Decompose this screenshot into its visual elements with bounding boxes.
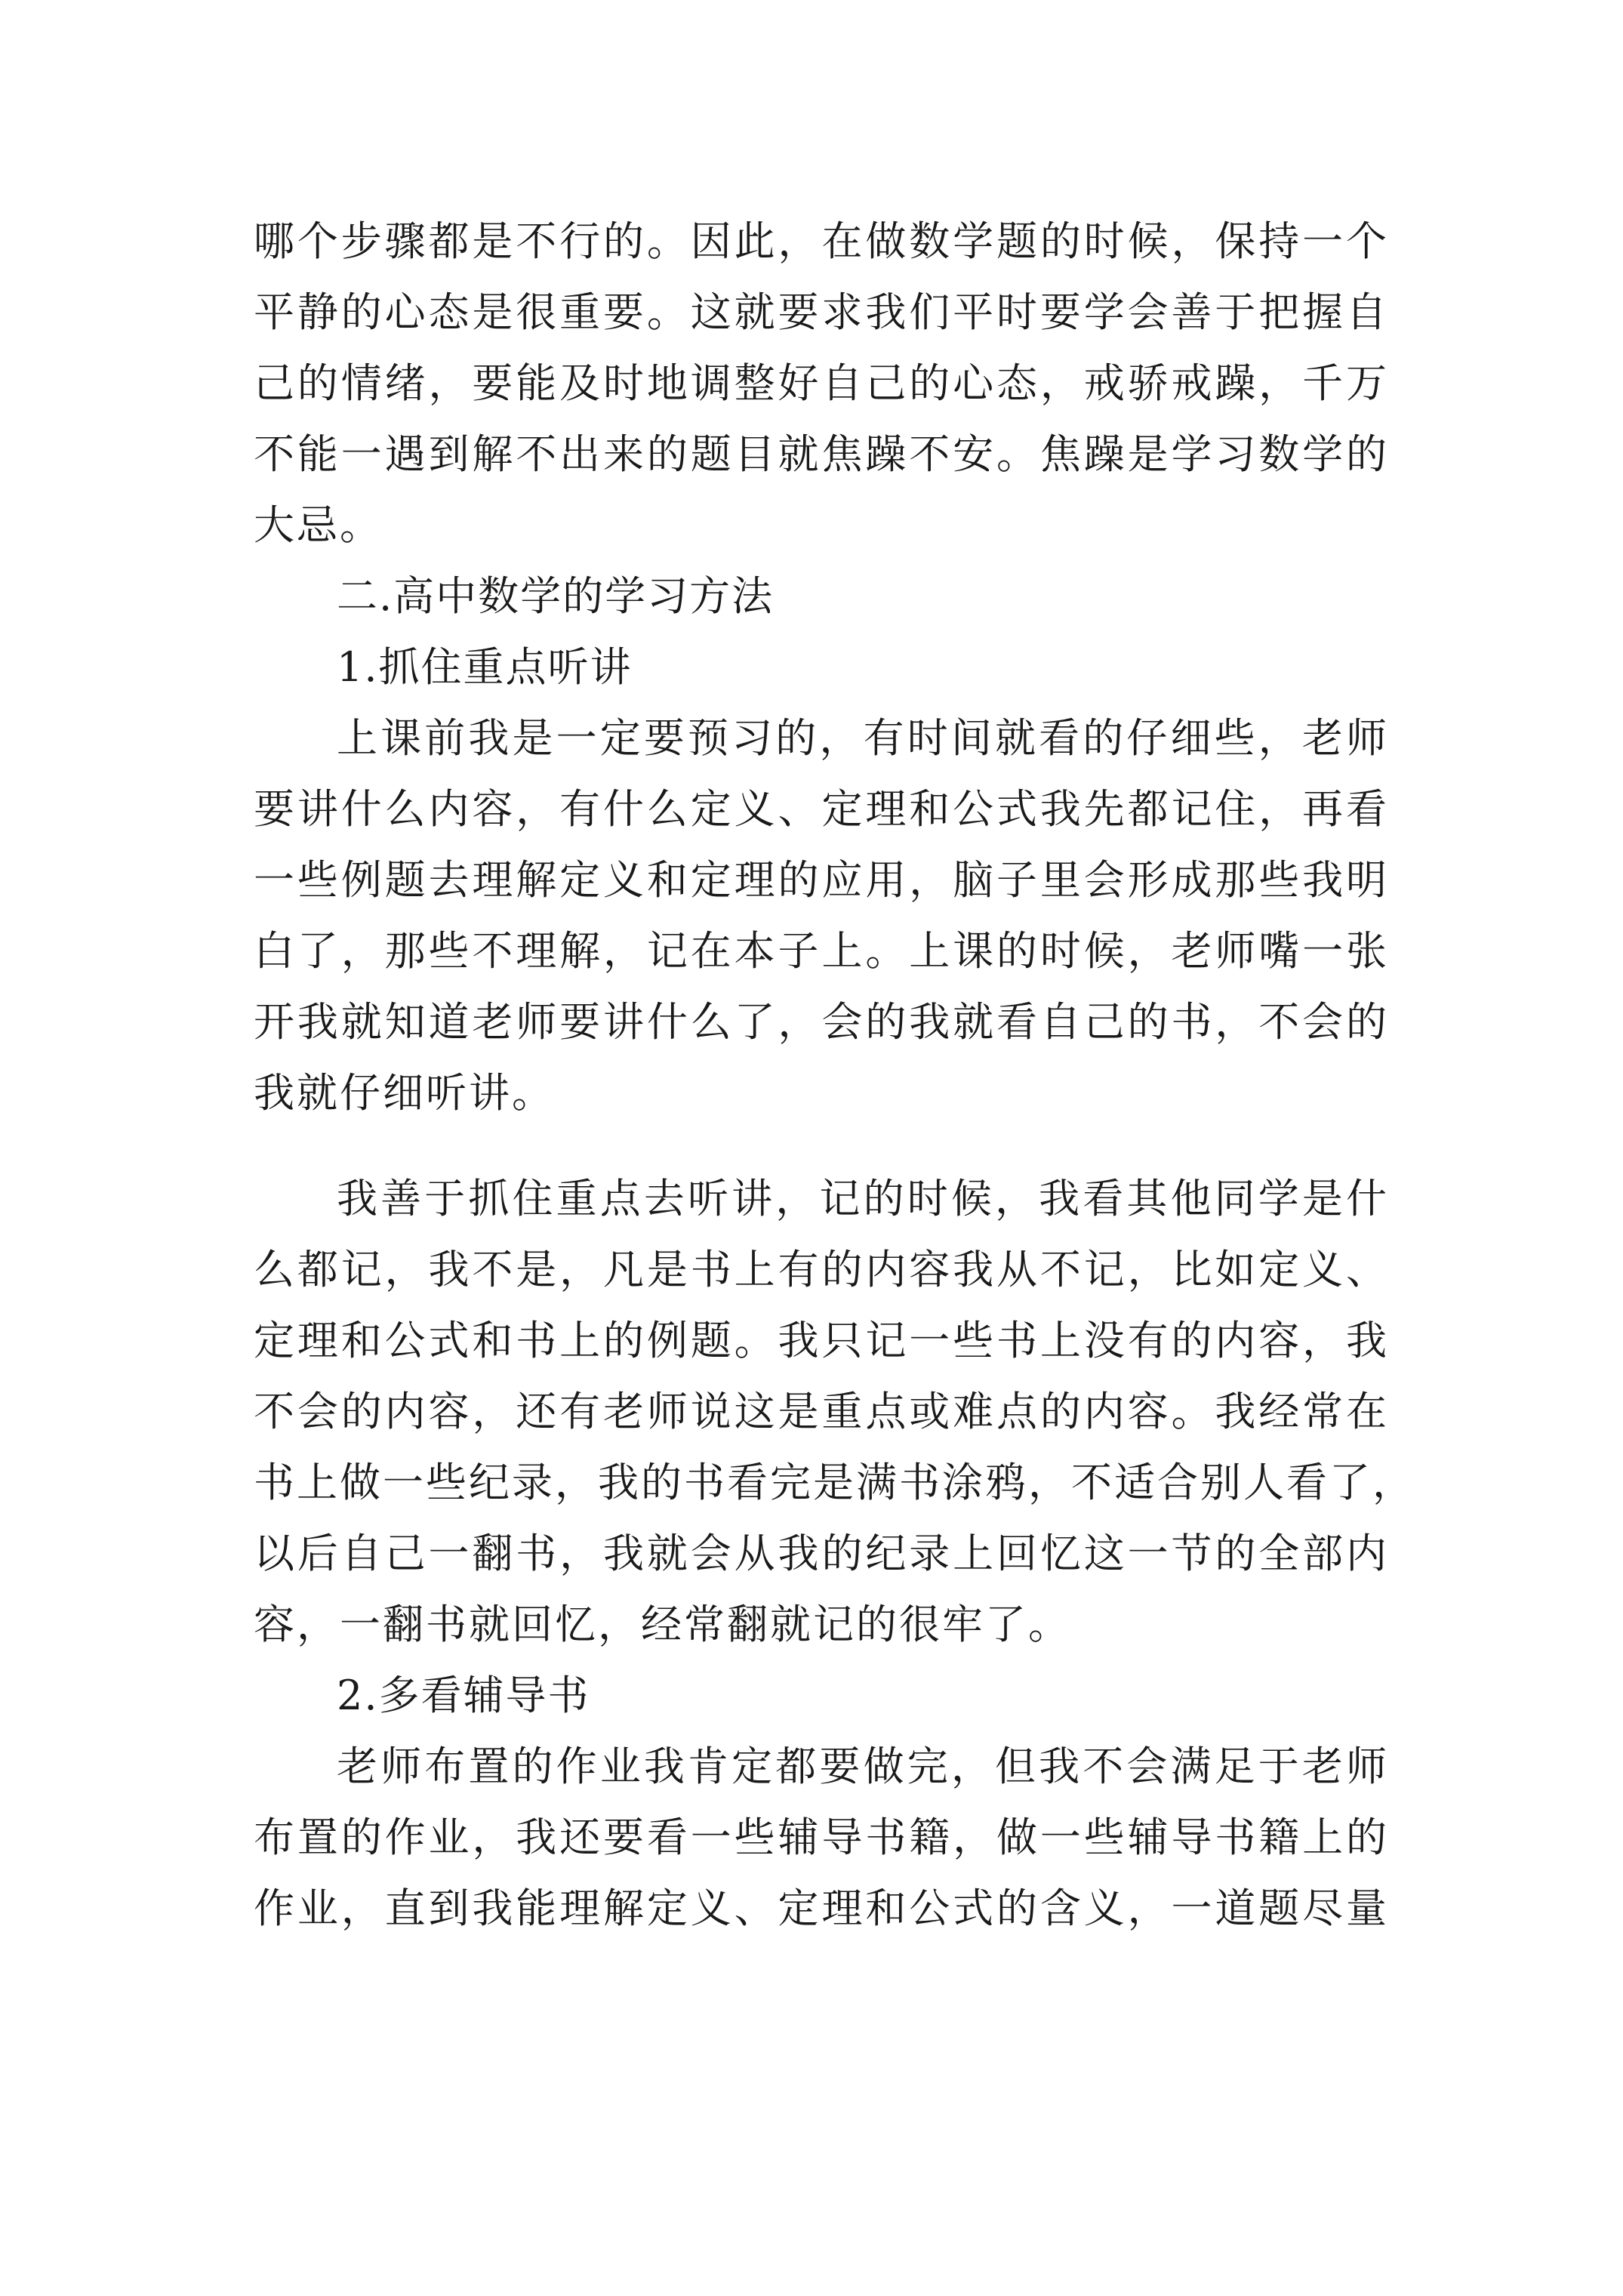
paragraph-line: 作业，直到我能理解定义、定理和公式的含义，一道题尽量: [254, 1885, 1389, 1932]
paragraph-line: 以后自己一翻书，我就会从我的纪录上回忆这一节的全部内: [254, 1530, 1389, 1577]
paragraph-line: 么都记，我不是，凡是书上有的内容我从不记，比如定义、: [254, 1246, 1389, 1293]
paragraph-line: 布置的作业，我还要看一些辅导书籍，做一些辅导书籍上的: [254, 1814, 1389, 1861]
paragraph-line: 书上做一些纪录，我的书看完是满书涂鸦，不适合别人看了，: [254, 1459, 1415, 1506]
paragraph-line: 老师布置的作业我肯定都要做完，但我不会满足于老师: [337, 1743, 1389, 1790]
paragraph-line: 我就仔细听讲。: [254, 1069, 555, 1117]
subsection-heading: 1.抓住重点听讲: [337, 643, 633, 691]
paragraph-line: 白了，那些不理解，记在本子上。上课的时候，老师嘴一张: [254, 927, 1389, 975]
paragraph-line: 哪个步骤都是不行的。因此，在做数学题的时候，保持一个: [254, 217, 1389, 265]
paragraph-line: 开我就知道老师要讲什么了，会的我就看自己的书，不会的: [254, 998, 1389, 1046]
paragraph-line: 不能一遇到解不出来的题目就焦躁不安。焦躁是学习数学的: [254, 430, 1389, 478]
paragraph-line: 要讲什么内容，有什么定义、定理和公式我先都记住，再看: [254, 785, 1389, 833]
paragraph-line: 大忌。: [254, 501, 383, 549]
subsection-heading: 2.多看辅导书: [337, 1672, 590, 1719]
paragraph-line: 平静的心态是很重要。这就要求我们平时要学会善于把握自: [254, 288, 1389, 336]
paragraph-line: 己的情绪，要能及时地调整好自己的心态，戒骄戒躁，千万: [254, 359, 1389, 407]
section-heading: 二.高中数学的学习方法: [337, 572, 775, 620]
paragraph-line: 容，一翻书就回忆，经常翻就记的很牢了。: [254, 1601, 1071, 1648]
paragraph-line: 定理和公式和书上的例题。我只记一些书上没有的内容，我: [254, 1317, 1389, 1364]
paragraph-line: 我善于抓住重点去听讲，记的时候，我看其他同学是什: [337, 1175, 1389, 1222]
paragraph-line: 不会的内容，还有老师说这是重点或难点的内容。我经常在: [254, 1388, 1389, 1435]
paragraph-line: 一些例题去理解定义和定理的应用，脑子里会形成那些我明: [254, 856, 1389, 904]
paragraph-line: 上课前我是一定要预习的，有时间就看的仔细些，老师: [337, 714, 1389, 762]
